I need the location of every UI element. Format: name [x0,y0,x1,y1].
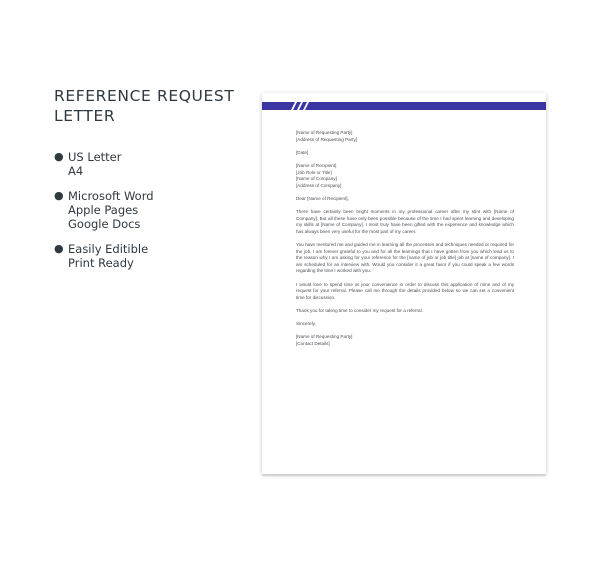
sender-block [296,130,514,143]
sender-address: [Address of Requesting Party] [296,136,358,142]
recipient-name: [Name of Recipient] [296,162,337,168]
feature-text: Print Ready [68,256,134,270]
feature-text: US Letter [68,150,122,164]
feature-text: Easily Editible [68,242,149,256]
title-line: LETTER [54,107,116,125]
title-line: REFERENCE REQUEST [54,87,235,105]
letter-preview [262,93,546,474]
closing: Sincerely, [296,321,316,327]
recipient-block [296,163,514,189]
feature-text: Apple Pages [68,203,139,217]
recipient-title: [Job Role or Title] [296,169,332,175]
header-band [262,102,546,110]
feature-text: Google Docs [68,217,141,231]
signature-block [296,334,514,347]
letter-date: [Date] [296,149,309,155]
signature-name: [Name of Requesting Party] [296,334,353,340]
letter-paragraph: There have certainly been bright moments in my professional career after my stint with [Name of Company]. But all these have only been possible because of the time I had spent learning and developing my skills at [Name of Company]. I most truly have been gifted with the experience and knowledge which has always been very useful for the most part of my career. [296,209,514,234]
letter-body [296,130,514,354]
bullet-icon: ● [54,150,64,163]
feature-text: A4 [68,164,84,178]
signature-contact: [Contact Details] [296,341,330,346]
bullet-icon: ● [54,189,64,202]
recipient-company: [Name of Company] [296,176,337,182]
feature-list [54,150,154,281]
template-title [54,86,254,126]
feature-item-editing [54,242,154,270]
salutation: Dear [Name of Recipient], [296,195,349,201]
page-shadow [262,474,546,477]
sender-name: [Name of Requesting Party] [296,130,353,135]
feature-item-formats [54,150,154,178]
letter-paragraph: You have mentored me and guided me in learning all the processes and techniques needed or required for the job. I am forever grateful to you and for all the learnings that I have gotten from you which lead us to the reason why I am asking for your reference for the [name of job or job title] job at [name of company]. I am scheduled for an interview with. Would you consider it a great favor if you could speak a few words regarding the time I worked with you. [296,242,514,274]
feature-text: Microsoft Word [68,189,154,203]
letter-paragraph: I would love to spend time at your convenience in order to discuss this application of mine and of my request for your referral. Please call me through the details provided below so we can set a convenient time for discussion. [296,281,514,300]
letter-paragraph: Thank you for taking time to consider my request for a referral. [296,308,423,314]
recipient-address: [Address of Company] [296,182,342,188]
bullet-icon: ● [54,242,64,255]
feature-item-apps [54,189,154,231]
